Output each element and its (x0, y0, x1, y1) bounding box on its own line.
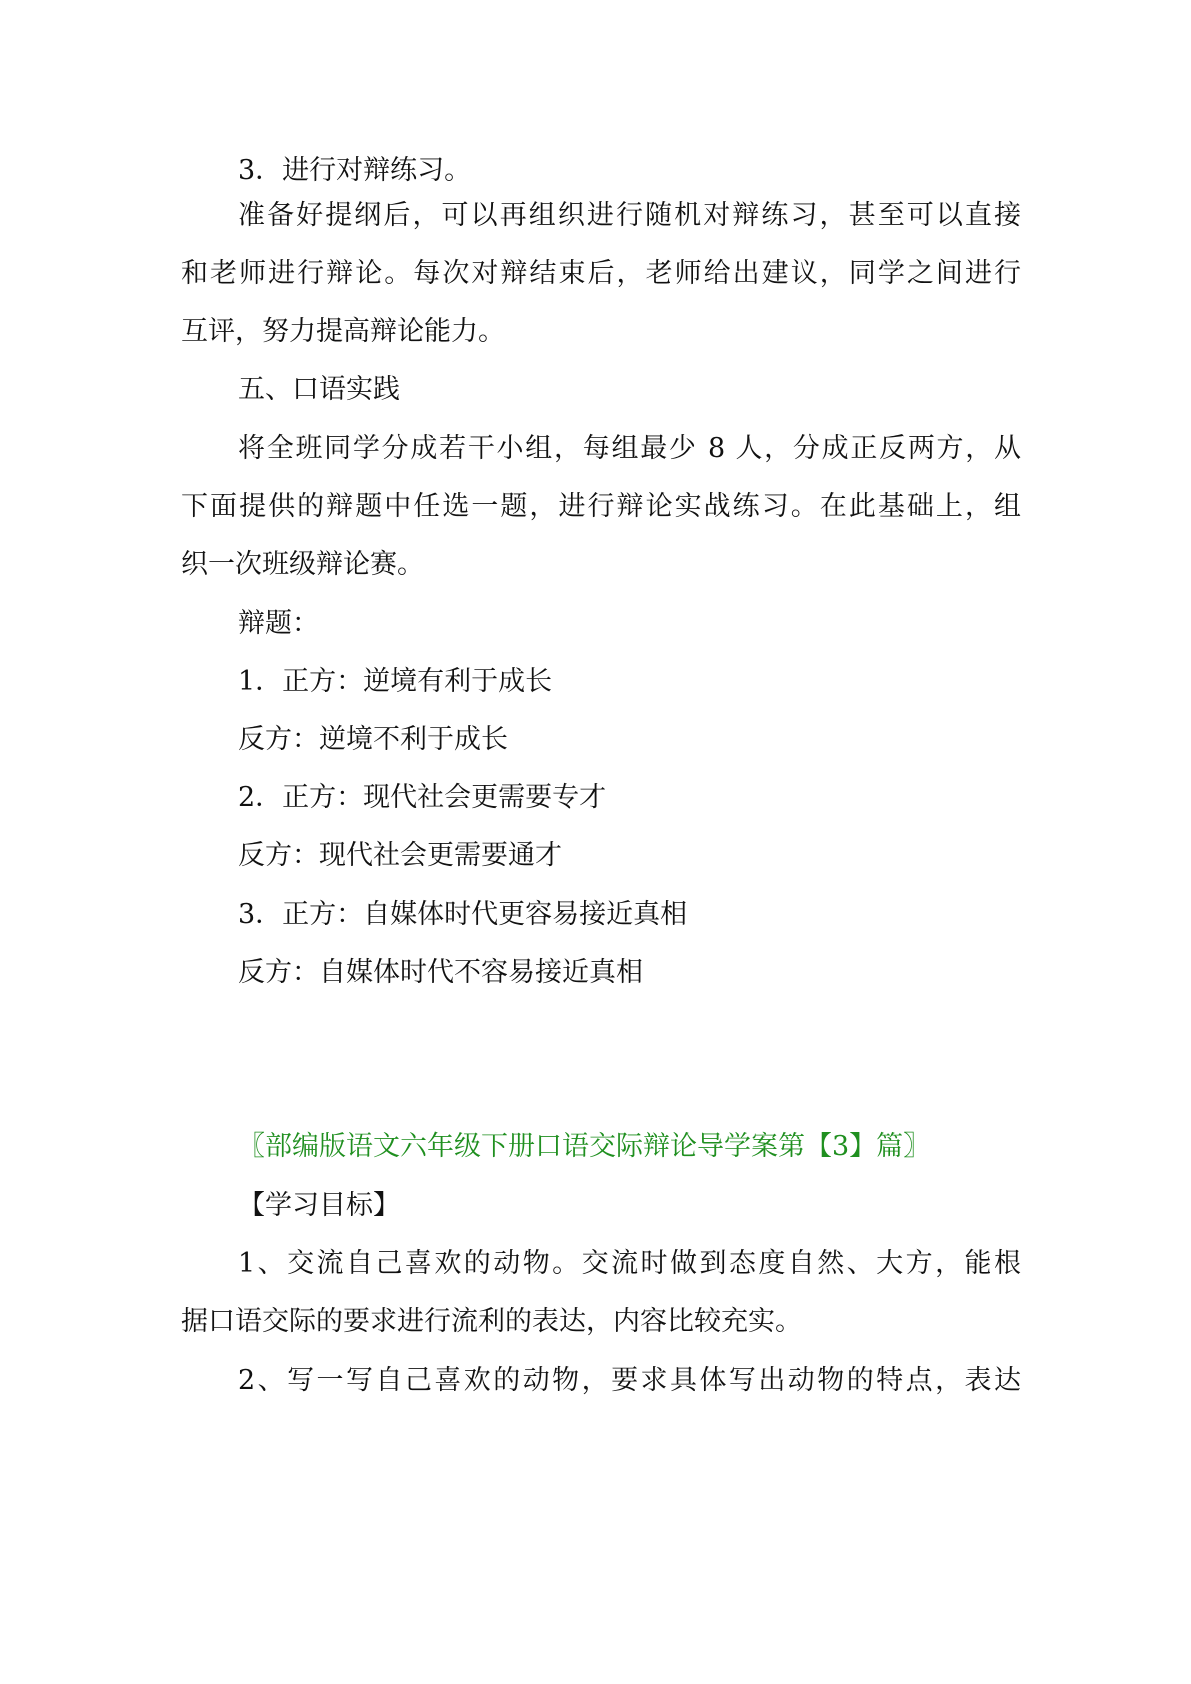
paragraph-line: 和老师进行辩论。每次对辩结束后，老师给出建议，同学之间进行 (181, 258, 1021, 289)
paragraph-line: 据口语交际的要求进行流利的表达，内容比较充实。 (181, 1306, 802, 1337)
list-item: 反方：自媒体时代不容易接近真相 (238, 957, 643, 988)
section-heading: 五、口语实践 (238, 374, 400, 405)
list-item: 反方：逆境不利于成长 (238, 724, 508, 755)
paragraph-line: 2、写一写自己喜欢的动物，要求具体写出动物的特点，表达 (238, 1365, 1021, 1396)
paragraph-line: 1、交流自己喜欢的动物。交流时做到态度自然、大方，能根 (238, 1248, 1021, 1279)
paragraph-line: 将全班同学分成若干小组，每组最少 8 人，分成正反两方，从 (238, 433, 1021, 464)
paragraph-line: 辩题： (238, 608, 319, 639)
article-title: 〖部编版语文六年级下册口语交际辩论导学案第【3】篇〗 (238, 1131, 931, 1162)
paragraph-line: 互评，努力提高辩论能力。 (181, 316, 505, 347)
list-item: 3．正方：自媒体时代更容易接近真相 (238, 899, 688, 930)
paragraph-line: 下面提供的辩题中任选一题，进行辩论实战练习。在此基础上，组 (181, 491, 1021, 522)
paragraph-line: 3．进行对辩练习。 (238, 155, 472, 186)
paragraph-line: 织一次班级辩论赛。 (181, 549, 424, 580)
list-item: 反方：现代社会更需要通才 (238, 840, 562, 871)
paragraph-line: 准备好提纲后，可以再组织进行随机对辩练习，甚至可以直接 (238, 200, 1021, 231)
section-heading: 【学习目标】 (238, 1190, 400, 1221)
list-item: 1．正方：逆境有利于成长 (238, 666, 553, 697)
list-item: 2．正方：现代社会更需要专才 (238, 782, 607, 813)
